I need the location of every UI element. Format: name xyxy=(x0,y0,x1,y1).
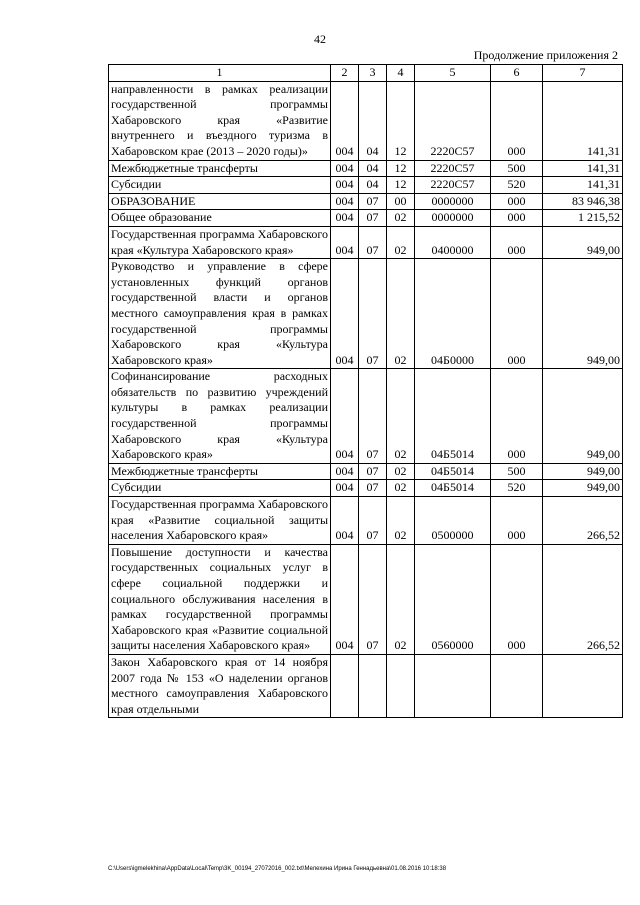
cell-subsection: 00 xyxy=(387,193,415,210)
cell-target-article xyxy=(415,654,491,717)
cell-ministry: 004 xyxy=(331,497,359,545)
table-row xyxy=(109,369,623,464)
cell-subsection: 02 xyxy=(387,544,415,654)
cell-subsection: 02 xyxy=(387,259,415,369)
table-row xyxy=(109,497,623,545)
cell-ministry: 004 xyxy=(331,210,359,227)
row-name: Софинансирование расходных обязательств по развитию учреждений культуры в рамках реализации государственной программы Хабаровского края «Культура Хабаровского края» xyxy=(109,369,331,464)
cell-amount: 266,52 xyxy=(543,544,623,654)
row-name: направленности в рамках реализации государственной программы Хабаровского края «Развитие внутреннего и въездного туризма в Хабаровском крае (2013 – 2020 годы)» xyxy=(109,81,331,160)
cell-amount xyxy=(543,654,623,717)
cell-amount: 266,52 xyxy=(543,497,623,545)
column-header: 1 xyxy=(109,65,331,82)
cell-ministry: 004 xyxy=(331,193,359,210)
cell-amount: 141,31 xyxy=(543,160,623,177)
cell-target-article: 0500000 xyxy=(415,497,491,545)
table-row xyxy=(109,226,623,258)
column-header: 3 xyxy=(359,65,387,82)
table-row xyxy=(109,480,623,497)
table-row xyxy=(109,544,623,654)
column-header: 6 xyxy=(491,65,543,82)
cell-subsection: 02 xyxy=(387,369,415,464)
cell-section: 07 xyxy=(359,210,387,227)
continuation-label: Продолжение приложения 2 xyxy=(473,48,618,62)
page-number: 42 xyxy=(314,32,326,46)
cell-expense-type xyxy=(491,654,543,717)
cell-target-article: 2220С57 xyxy=(415,81,491,160)
cell-expense-type: 520 xyxy=(491,480,543,497)
row-name: Субсидии xyxy=(109,177,331,194)
cell-ministry: 004 xyxy=(331,480,359,497)
cell-target-article: 0000000 xyxy=(415,193,491,210)
cell-ministry: 004 xyxy=(331,259,359,369)
cell-expense-type: 000 xyxy=(491,544,543,654)
cell-expense-type: 500 xyxy=(491,160,543,177)
column-header: 2 xyxy=(331,65,359,82)
cell-amount: 141,31 xyxy=(543,177,623,194)
cell-section: 04 xyxy=(359,177,387,194)
cell-ministry: 004 xyxy=(331,226,359,258)
cell-expense-type: 000 xyxy=(491,497,543,545)
cell-amount: 83 946,38 xyxy=(543,193,623,210)
cell-subsection: 02 xyxy=(387,210,415,227)
row-name: Субсидии xyxy=(109,480,331,497)
cell-subsection: 02 xyxy=(387,463,415,480)
row-name: Государственная программа Хабаровского края «Культура Хабаровского края» xyxy=(109,226,331,258)
cell-expense-type: 000 xyxy=(491,210,543,227)
cell-section: 07 xyxy=(359,226,387,258)
table-row xyxy=(109,259,623,369)
row-name: Общее образование xyxy=(109,210,331,227)
cell-expense-type: 000 xyxy=(491,259,543,369)
cell-ministry: 004 xyxy=(331,544,359,654)
cell-section: 07 xyxy=(359,497,387,545)
cell-amount: 1 215,52 xyxy=(543,210,623,227)
cell-subsection: 02 xyxy=(387,226,415,258)
table-row xyxy=(109,210,623,227)
cell-ministry: 004 xyxy=(331,369,359,464)
column-header: 4 xyxy=(387,65,415,82)
cell-amount: 949,00 xyxy=(543,226,623,258)
cell-target-article: 04Б5014 xyxy=(415,369,491,464)
table-row xyxy=(109,463,623,480)
cell-ministry: 004 xyxy=(331,463,359,480)
cell-section xyxy=(359,654,387,717)
cell-section: 07 xyxy=(359,463,387,480)
cell-subsection: 12 xyxy=(387,177,415,194)
cell-expense-type: 000 xyxy=(491,81,543,160)
row-name: Руководство и управление в сфере установленных функций органов государственной власти и органов местного самоуправления края в рамках государственной программы Хабаровского края «Культура Хабаровского края» xyxy=(109,259,331,369)
cell-section: 07 xyxy=(359,480,387,497)
cell-amount: 949,00 xyxy=(543,463,623,480)
row-name: Межбюджетные трансферты xyxy=(109,463,331,480)
cell-ministry: 004 xyxy=(331,81,359,160)
cell-subsection: 12 xyxy=(387,160,415,177)
row-name: Государственная программа Хабаровского края «Развитие социальной защиты населения Хабаровского края» xyxy=(109,497,331,545)
cell-target-article: 0000000 xyxy=(415,210,491,227)
cell-subsection: 02 xyxy=(387,497,415,545)
cell-subsection xyxy=(387,654,415,717)
cell-target-article: 04Б5014 xyxy=(415,480,491,497)
cell-target-article: 0400000 xyxy=(415,226,491,258)
cell-amount: 141,31 xyxy=(543,81,623,160)
row-name: Закон Хабаровского края от 14 ноября 2007 года № 153 «О наделении органов местного самоуправления Хабаровского края отдельными xyxy=(109,654,331,717)
cell-ministry xyxy=(331,654,359,717)
row-name: Межбюджетные трансферты xyxy=(109,160,331,177)
cell-expense-type: 500 xyxy=(491,463,543,480)
cell-target-article: 04Б5014 xyxy=(415,463,491,480)
budget-table xyxy=(108,64,623,718)
row-name: ОБРАЗОВАНИЕ xyxy=(109,193,331,210)
cell-section: 04 xyxy=(359,81,387,160)
cell-amount: 949,00 xyxy=(543,369,623,464)
cell-expense-type: 000 xyxy=(491,193,543,210)
cell-target-article: 2220С57 xyxy=(415,160,491,177)
table-row xyxy=(109,160,623,177)
cell-section: 04 xyxy=(359,160,387,177)
table-header-row xyxy=(109,65,623,82)
table-row xyxy=(109,654,623,717)
table-row xyxy=(109,177,623,194)
cell-amount: 949,00 xyxy=(543,480,623,497)
cell-section: 07 xyxy=(359,544,387,654)
table-row xyxy=(109,193,623,210)
cell-section: 07 xyxy=(359,259,387,369)
cell-target-article: 04Б0000 xyxy=(415,259,491,369)
column-header: 5 xyxy=(415,65,491,82)
table-row xyxy=(109,81,623,160)
cell-expense-type: 000 xyxy=(491,369,543,464)
cell-expense-type: 520 xyxy=(491,177,543,194)
cell-subsection: 02 xyxy=(387,480,415,497)
cell-section: 07 xyxy=(359,193,387,210)
cell-expense-type: 000 xyxy=(491,226,543,258)
cell-target-article: 2220С57 xyxy=(415,177,491,194)
cell-section: 07 xyxy=(359,369,387,464)
cell-subsection: 12 xyxy=(387,81,415,160)
row-name: Повышение доступности и качества государственных социальных услуг в сфере социальной поддержки и социального обслуживания населения в рамках государственной программы Хабаровского края «Развитие социальной защиты населения Хабаровского края» xyxy=(109,544,331,654)
cell-amount: 949,00 xyxy=(543,259,623,369)
column-header: 7 xyxy=(543,65,623,82)
cell-ministry: 004 xyxy=(331,160,359,177)
footer-file-path: C:\Users\igmelekhina\AppData\Local\Temp\3K_00194_27072016_002.txt\Мелехина Ирина Геннадьевна\01.08.2016 10:18:38 xyxy=(108,866,447,872)
cell-target-article: 0560000 xyxy=(415,544,491,654)
cell-ministry: 004 xyxy=(331,177,359,194)
